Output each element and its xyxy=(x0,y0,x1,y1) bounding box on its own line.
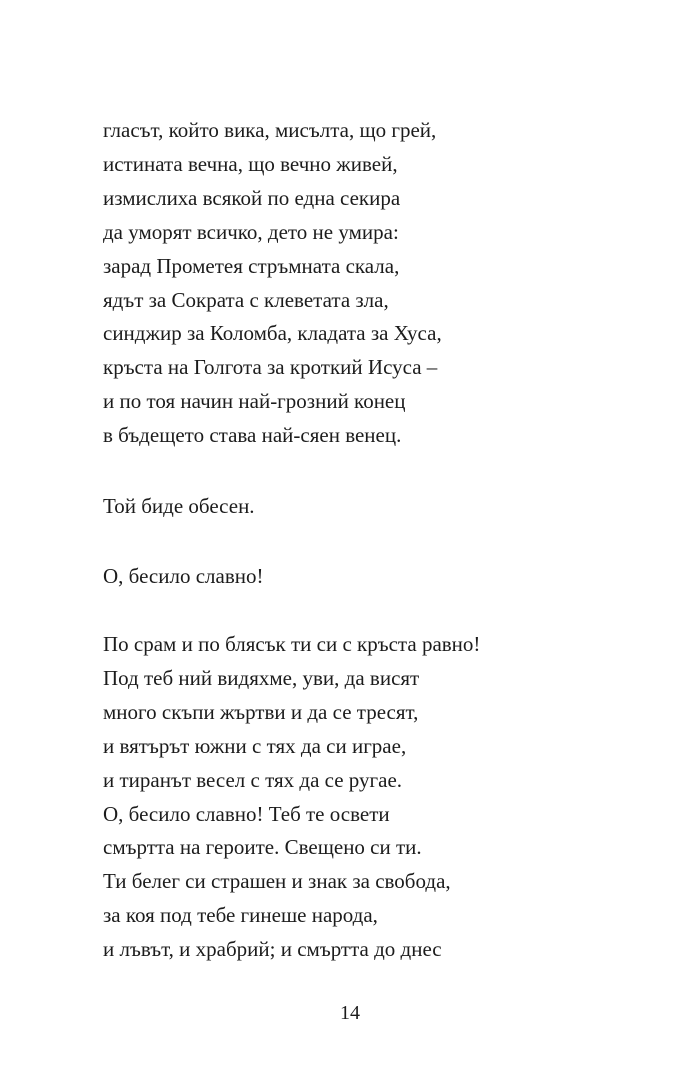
poem-line: гласът, който вика, мисълта, що грей, xyxy=(103,118,437,142)
poem-line: ядът за Сократа с клеветата зла, xyxy=(103,287,389,312)
poem-line: смъртта на героите. Свещено си ти. xyxy=(103,835,422,860)
poem-line: в бъдещето става най-сяен венец. xyxy=(103,423,402,448)
poem-stanza xyxy=(103,628,663,967)
poem-line: истината вечна, що вечно живей, xyxy=(103,151,398,176)
poem-line: синджир за Коломба, кладата за Хуса, xyxy=(103,321,442,346)
poem-line: зарад Прометея стръмната скала, xyxy=(103,253,400,278)
poem-stanza xyxy=(103,560,663,594)
poem-line: О, бесило славно! Теб те освети xyxy=(103,801,390,826)
poem-line: да уморят всичко, дето не умира: xyxy=(103,219,399,244)
poem-line: кръста на Голгота за кроткий Исуса – xyxy=(103,355,438,380)
poem-line: Той биде обесен. xyxy=(103,494,255,518)
poem-line: измислиха всякой по една секира xyxy=(103,185,401,210)
poem-line: и лъвът, и храбрий; и смъртта до днес xyxy=(103,937,442,962)
poem-line: за коя под тебе гинеше народа, xyxy=(103,903,378,928)
poem-line: и по тоя начин най-грозний конец xyxy=(103,389,406,414)
page-number: 14 xyxy=(340,1002,360,1024)
poem-line: Ти белег си страшен и знак за свобода, xyxy=(103,869,451,894)
poem-line: Под теб ний видяхме, уви, да висят xyxy=(103,665,420,690)
poem-stanza xyxy=(103,114,663,453)
poem-line: и вятърът южни с тях да си играе, xyxy=(103,733,407,758)
poem-stanza xyxy=(103,490,663,524)
poem-line: много скъпи жъртви и да се тресят, xyxy=(103,699,419,724)
poem-line: и тиранът весел с тях да се ругае. xyxy=(103,767,403,792)
poem-line: О, бесило славно! xyxy=(103,564,264,588)
poem-line: По срам и по блясък ти си с кръста равно! xyxy=(103,632,481,656)
